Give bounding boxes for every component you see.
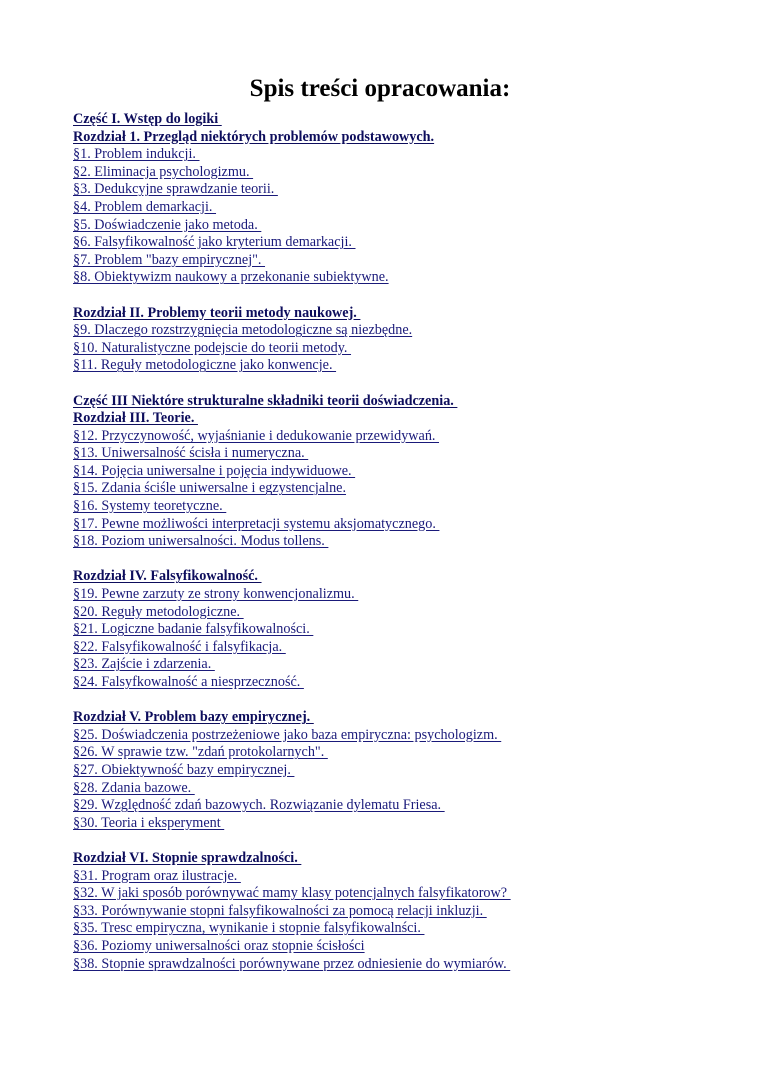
toc-item-row <box>73 674 743 692</box>
toc-heading-link[interactable]: Rozdział V. Problem bazy empirycznej. <box>73 709 314 726</box>
toc-item-link[interactable]: §30. Teoria i eksperyment <box>73 814 225 831</box>
toc-item-row <box>73 762 743 780</box>
toc-item-link[interactable]: §4. Problem demarkacji. <box>73 198 217 215</box>
toc-heading-link[interactable]: Rozdział III. Teorie. <box>73 410 198 427</box>
toc-item-link[interactable]: §33. Porównywanie stopni falsyfikowalności za pomocą relacji inkluzji. <box>73 902 487 919</box>
toc-item-row <box>73 797 743 815</box>
toc-item-link[interactable]: §25. Doświadczenia postrzeżeniowe jako baza empiryczna: psychologizm. <box>73 726 502 743</box>
toc-item-row <box>73 234 743 252</box>
toc-item-link[interactable]: §16. Systemy teoretyczne. <box>73 498 227 515</box>
toc-item-row <box>73 956 743 974</box>
toc-heading-row <box>73 393 743 411</box>
toc-item-row <box>73 428 743 446</box>
toc-item-link[interactable]: §10. Naturalistyczne podejscie do teorii metody. <box>73 339 352 356</box>
toc-heading-row <box>73 305 743 323</box>
toc-item-row <box>73 920 743 938</box>
section-spacer <box>73 692 743 710</box>
toc-item-link[interactable]: §7. Problem "bazy empirycznej". <box>73 251 266 268</box>
toc-item-link[interactable]: §12. Przyczynowość, wyjaśnianie i dedukowanie przewidywań. <box>73 427 440 444</box>
toc-item-row <box>73 217 743 235</box>
toc-item-link[interactable]: §8. Obiektywizm naukowy a przekonanie subiektywne. <box>73 269 389 286</box>
toc-heading-link[interactable]: Rozdział IV. Falsyfikowalność. <box>73 568 262 585</box>
toc-item-row <box>73 621 743 639</box>
toc-heading-row <box>73 410 743 428</box>
toc-item-row <box>73 269 743 287</box>
toc-item-row <box>73 357 743 375</box>
toc-item-link[interactable]: §31. Program oraz ilustracje. <box>73 867 241 884</box>
toc-item-link[interactable]: §11. Reguły metodologiczne jako konwencje. <box>73 357 337 374</box>
toc-item-link[interactable]: §20. Reguły metodologiczne. <box>73 603 244 620</box>
section-spacer <box>73 832 743 850</box>
toc-item-row <box>73 604 743 622</box>
toc-heading-row <box>73 709 743 727</box>
toc-item-row <box>73 340 743 358</box>
toc-item-row <box>73 639 743 657</box>
toc-item-link[interactable]: §22. Falsyfikowalność i falsyfikacja. <box>73 638 286 655</box>
toc-item-row <box>73 868 743 886</box>
toc-item-link[interactable]: §36. Poziomy uniwersalności oraz stopnie ścisłości <box>73 937 365 954</box>
toc-item-link[interactable]: §9. Dlaczego rozstrzygnięcia metodologiczne są niezbędne. <box>73 322 413 339</box>
toc-item-link[interactable]: §23. Zajście i zdarzenia. <box>73 656 215 673</box>
toc-item-link[interactable]: §19. Pewne zarzuty ze strony konwencjonalizmu. <box>73 586 359 603</box>
toc-item-row <box>73 533 743 551</box>
toc-heading-row <box>73 111 743 129</box>
toc-item-link[interactable]: §5. Doświadczenie jako metoda. <box>73 216 262 233</box>
toc-item-row <box>73 322 743 340</box>
toc-item-row <box>73 586 743 604</box>
toc-item-link[interactable]: §6. Falsyfikowalność jako kryterium demarkacji. <box>73 234 356 251</box>
toc-item-row <box>73 146 743 164</box>
toc-heading-row <box>73 568 743 586</box>
toc-item-row <box>73 181 743 199</box>
toc-item-link[interactable]: §35. Tresc empiryczna, wynikanie i stopnie falsyfikowalnści. <box>73 920 425 937</box>
toc-heading-link[interactable]: Część I. Wstęp do logiki <box>73 111 222 127</box>
toc-heading-link[interactable]: Rozdział VI. Stopnie sprawdzalności. <box>73 849 302 866</box>
toc-item-link[interactable]: §28. Zdania bazowe. <box>73 779 195 796</box>
table-of-contents <box>73 111 743 973</box>
toc-item-link[interactable]: §21. Logiczne badanie falsyfikowalności. <box>73 621 314 638</box>
toc-item-link[interactable]: §18. Poziom uniwersalności. Modus tollens. <box>73 533 329 550</box>
toc-item-row <box>73 463 743 481</box>
toc-item-row <box>73 744 743 762</box>
toc-heading-row <box>73 850 743 868</box>
toc-item-link[interactable]: §38. Stopnie sprawdzalności porównywane przez odniesienie do wymiarów. <box>73 955 511 972</box>
toc-item-row <box>73 938 743 956</box>
toc-item-row <box>73 885 743 903</box>
toc-item-link[interactable]: §26. W sprawie tzw. "zdań protokolarnych". <box>73 744 328 761</box>
toc-item-row <box>73 903 743 921</box>
toc-item-link[interactable]: §1. Problem indukcji. <box>73 146 200 163</box>
section-spacer <box>73 375 743 393</box>
toc-item-row <box>73 780 743 798</box>
toc-item-link[interactable]: §17. Pewne możliwości interpretacji systemu aksjomatycznego. <box>73 515 440 532</box>
toc-item-link[interactable]: §13. Uniwersalność ścisła i numeryczna. <box>73 445 309 462</box>
toc-heading-link[interactable]: Część III Niektóre strukturalne składniki teorii doświadczenia. <box>73 392 458 409</box>
toc-item-row <box>73 164 743 182</box>
toc-item-row <box>73 656 743 674</box>
section-spacer <box>73 551 743 569</box>
toc-heading-link[interactable]: Rozdział 1. Przegląd niektórych problemów podstawowych. <box>73 128 435 145</box>
toc-item-link[interactable]: §32. W jaki sposób porównywać mamy klasy potencjalnych falsyfikatorow? <box>73 885 511 902</box>
toc-item-link[interactable]: §3. Dedukcyjne sprawdzanie teorii. <box>73 181 278 198</box>
toc-item-link[interactable]: §2. Eliminacja psychologizmu. <box>73 163 254 180</box>
section-spacer <box>73 287 743 305</box>
toc-item-link[interactable]: §27. Obiektywność bazy empirycznej. <box>73 761 295 778</box>
toc-item-row <box>73 498 743 516</box>
toc-item-row <box>73 516 743 534</box>
toc-item-row <box>73 480 743 498</box>
toc-heading-link[interactable]: Rozdział II. Problemy teorii metody naukowej. <box>73 304 361 321</box>
toc-item-row <box>73 445 743 463</box>
toc-item-link[interactable]: §24. Falsyfkowalność a niesprzeczność. <box>73 674 304 690</box>
page-title: Spis treści opracowania: <box>249 75 511 102</box>
toc-item-link[interactable]: §14. Pojęcia uniwersalne i pojęcia indywiduowe. <box>73 462 356 479</box>
toc-item-row <box>73 727 743 745</box>
toc-item-row <box>73 815 743 833</box>
toc-item-link[interactable]: §15. Zdania ściśle uniwersalne i egzystencjalne. <box>73 480 347 497</box>
toc-item-row <box>73 199 743 217</box>
toc-item-link[interactable]: §29. Względność zdań bazowych. Rozwiązanie dylematu Friesa. <box>73 797 445 814</box>
toc-item-row <box>73 252 743 270</box>
toc-heading-row <box>73 129 743 147</box>
